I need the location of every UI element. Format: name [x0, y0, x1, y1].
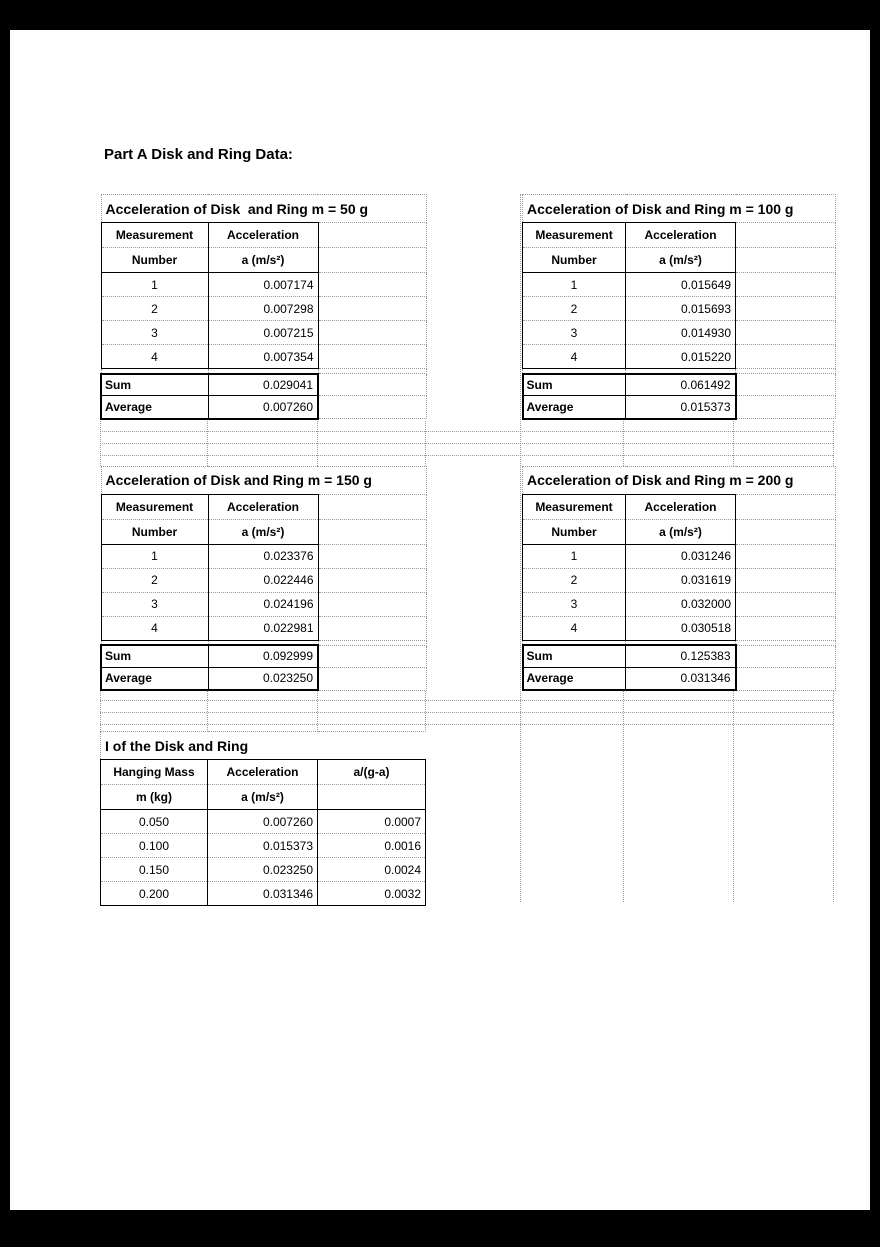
empty-cell [318, 374, 426, 396]
empty-cell [318, 345, 426, 369]
empty-cell [318, 544, 426, 568]
acceleration-value-cell: 0.023250 [208, 858, 318, 882]
measurement-number-cell: 1 [523, 273, 626, 297]
empty-cell [318, 667, 426, 690]
empty-cell [736, 273, 836, 297]
sum-label: Sum [523, 645, 626, 667]
ratio-value-cell: 0.0007 [318, 810, 426, 834]
header-ratio: a/(g-a) [318, 760, 426, 785]
empty-cell [736, 248, 836, 273]
sum-label: Sum [523, 374, 626, 396]
grid-line-horizontal [100, 431, 833, 432]
empty-cell [736, 568, 836, 592]
empty-cell [318, 223, 426, 248]
average-value: 0.031346 [626, 667, 736, 690]
measurement-number-cell: 4 [523, 345, 626, 369]
measurement-number-cell: 4 [101, 616, 208, 640]
empty-cell [736, 374, 836, 396]
acceleration-table-m100 [522, 194, 837, 420]
table-row-group-3 [10, 731, 870, 906]
grid-line-horizontal [100, 455, 833, 456]
header-number: Number [101, 248, 208, 273]
empty-cell [318, 297, 426, 321]
acceleration-value-cell: 0.022981 [208, 616, 318, 640]
acceleration-value-cell: 0.007354 [208, 345, 318, 369]
inertia-table [100, 731, 426, 906]
acceleration-value-cell: 0.007215 [208, 321, 318, 345]
ratio-value-cell: 0.0032 [318, 882, 426, 906]
measurement-number-cell: 2 [101, 568, 208, 592]
acceleration-table-m50 [100, 194, 427, 420]
acceleration-value-cell: 0.007260 [208, 810, 318, 834]
header-measurement: Measurement [523, 223, 626, 248]
ratio-value-cell: 0.0016 [318, 834, 426, 858]
acceleration-value-cell: 0.007298 [208, 297, 318, 321]
empty-cell [736, 592, 836, 616]
header-number: Number [523, 248, 626, 273]
header-units: a (m/s²) [626, 248, 736, 273]
header-measurement: Measurement [101, 494, 208, 519]
measurement-number-cell: 1 [101, 544, 208, 568]
sum-value: 0.125383 [626, 645, 736, 667]
table-title: Acceleration of Disk and Ring m = 150 g [101, 466, 318, 494]
mass-value-cell: 0.100 [101, 834, 208, 858]
acceleration-value-cell: 0.030518 [626, 616, 736, 640]
grid-line-horizontal [100, 700, 833, 701]
document-page [10, 30, 870, 1210]
measurement-number-cell: 2 [523, 297, 626, 321]
empty-cell [318, 248, 426, 273]
average-value: 0.007260 [208, 396, 318, 419]
average-label: Average [101, 396, 208, 419]
ratio-value-cell: 0.0024 [318, 858, 426, 882]
average-value: 0.015373 [626, 396, 736, 419]
header-number: Number [101, 519, 208, 544]
acceleration-value-cell: 0.031246 [626, 544, 736, 568]
acceleration-value-cell: 0.024196 [208, 592, 318, 616]
empty-cell [736, 297, 836, 321]
header-units: a (m/s²) [208, 519, 318, 544]
empty-cell [318, 273, 426, 297]
empty-cell [318, 494, 426, 519]
empty-cell [318, 785, 426, 810]
grid-line-horizontal [100, 724, 833, 725]
grid-gap [100, 691, 833, 731]
mass-value-cell: 0.050 [101, 810, 208, 834]
table-row-group-2 [10, 466, 870, 692]
acceleration-table-m200 [522, 466, 837, 692]
sum-label: Sum [101, 374, 208, 396]
empty-cell [736, 616, 836, 640]
header-acceleration: Acceleration [208, 760, 318, 785]
grid-gap [100, 420, 833, 466]
empty-cell [318, 568, 426, 592]
acceleration-value-cell: 0.022446 [208, 568, 318, 592]
measurement-number-cell: 4 [101, 345, 208, 369]
table-title: I of the Disk and Ring [101, 732, 426, 760]
acceleration-value-cell: 0.015693 [626, 297, 736, 321]
header-acceleration: Acceleration [208, 494, 318, 519]
acceleration-value-cell: 0.015220 [626, 345, 736, 369]
header-acceleration: Acceleration [626, 494, 736, 519]
measurement-number-cell: 3 [523, 321, 626, 345]
average-label: Average [523, 396, 626, 419]
acceleration-value-cell: 0.023376 [208, 544, 318, 568]
measurement-number-cell: 3 [101, 592, 208, 616]
header-units: a (m/s²) [626, 519, 736, 544]
empty-cell [736, 494, 836, 519]
empty-cell [736, 321, 836, 345]
sum-value: 0.061492 [626, 374, 736, 396]
table-title: Acceleration of Disk and Ring m = 100 g [523, 195, 736, 223]
measurement-number-cell: 3 [101, 321, 208, 345]
header-acceleration: Acceleration [626, 223, 736, 248]
measurement-number-cell: 1 [523, 544, 626, 568]
average-label: Average [523, 667, 626, 690]
acceleration-value-cell: 0.014930 [626, 321, 736, 345]
empty-cell [318, 396, 426, 419]
header-acceleration: Acceleration [208, 223, 318, 248]
measurement-number-cell: 2 [101, 297, 208, 321]
grid-line-horizontal [100, 443, 833, 444]
empty-cell [318, 321, 426, 345]
average-value: 0.023250 [208, 667, 318, 690]
empty-cell [318, 519, 426, 544]
empty-cell [318, 616, 426, 640]
empty-cell [736, 645, 836, 667]
section-heading: Part A Disk and Ring Data: [104, 146, 293, 163]
measurement-number-cell: 2 [523, 568, 626, 592]
empty-cell [318, 592, 426, 616]
empty-cell [736, 667, 836, 690]
table-title: Acceleration of Disk and Ring m = 200 g [523, 466, 736, 494]
header-measurement: Measurement [523, 494, 626, 519]
empty-cell [736, 223, 836, 248]
mass-value-cell: 0.200 [101, 882, 208, 906]
measurement-number-cell: 1 [101, 273, 208, 297]
table-title: Acceleration of Disk and Ring m = 50 g [101, 195, 318, 223]
empty-cell [736, 544, 836, 568]
acceleration-value-cell: 0.015649 [626, 273, 736, 297]
acceleration-value-cell: 0.031619 [626, 568, 736, 592]
header-units: a (m/s²) [208, 785, 318, 810]
acceleration-table-m150 [100, 466, 427, 692]
sum-value: 0.092999 [208, 645, 318, 667]
measurement-number-cell: 4 [523, 616, 626, 640]
header-number: Number [523, 519, 626, 544]
acceleration-value-cell: 0.015373 [208, 834, 318, 858]
measurement-number-cell: 3 [523, 592, 626, 616]
empty-cell [736, 519, 836, 544]
header-units: a (m/s²) [208, 248, 318, 273]
sum-value: 0.029041 [208, 374, 318, 396]
acceleration-value-cell: 0.031346 [208, 882, 318, 906]
average-label: Average [101, 667, 208, 690]
header-mass-units: m (kg) [101, 785, 208, 810]
tables-area [10, 194, 870, 906]
grid-line-horizontal [100, 712, 833, 713]
table-row-group-1 [10, 194, 870, 420]
acceleration-value-cell: 0.032000 [626, 592, 736, 616]
acceleration-value-cell: 0.007174 [208, 273, 318, 297]
empty-cell [736, 345, 836, 369]
empty-cell [736, 396, 836, 419]
header-hanging-mass: Hanging Mass [101, 760, 208, 785]
header-measurement: Measurement [101, 223, 208, 248]
sum-label: Sum [101, 645, 208, 667]
empty-cell [318, 645, 426, 667]
mass-value-cell: 0.150 [101, 858, 208, 882]
